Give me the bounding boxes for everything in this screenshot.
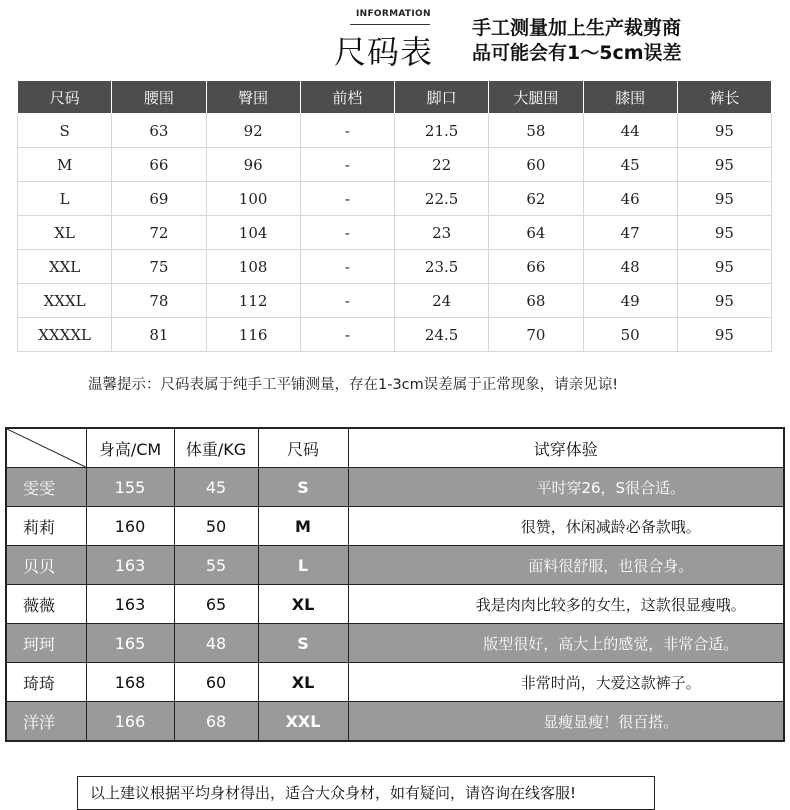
model-name: 雯雯 (6, 468, 86, 507)
table-cell: 95 (677, 284, 771, 318)
table-cell: 21.5 (395, 114, 489, 148)
column-header-front-rise: 前档 (300, 81, 394, 114)
column-header-length: 裤长 (677, 81, 771, 114)
model-experience: 面料很舒服，也很合身。 (348, 546, 784, 585)
table-cell: 81 (112, 318, 206, 352)
model-weight: 45 (174, 468, 258, 507)
model-height: 163 (86, 585, 174, 624)
model-experience: 版型很好，高大上的感觉，非常合适。 (348, 624, 784, 663)
column-header-knee: 膝围 (583, 81, 677, 114)
table-row (18, 148, 772, 182)
table-cell: 45 (583, 148, 677, 182)
table-row (6, 663, 784, 702)
model-weight: 55 (174, 546, 258, 585)
model-height: 163 (86, 546, 174, 585)
table-cell: 104 (206, 216, 300, 250)
table-cell: 72 (112, 216, 206, 250)
table-cell: - (300, 250, 394, 284)
model-weight: 68 (174, 702, 258, 742)
information-underline (350, 24, 430, 25)
table-cell: 66 (112, 148, 206, 182)
table-cell: 108 (206, 250, 300, 284)
note-line-1: 手工测量加上生产裁剪商 (472, 17, 682, 39)
table-cell: 116 (206, 318, 300, 352)
table-cell: 24.5 (395, 318, 489, 352)
table-cell: 96 (206, 148, 300, 182)
table-cell: 22.5 (395, 182, 489, 216)
table-row (18, 114, 772, 148)
table-cell: M (18, 148, 112, 182)
table-cell: 68 (489, 284, 583, 318)
table-row (6, 507, 784, 546)
table-cell: S (18, 114, 112, 148)
model-height: 168 (86, 663, 174, 702)
model-name: 薇薇 (6, 585, 86, 624)
table-cell: 95 (677, 114, 771, 148)
measurement-tip: 温馨提示：尺码表属于纯手工平铺测量，存在1-3cm误差属于正常现象，请亲见谅! (88, 377, 619, 393)
header (0, 0, 790, 78)
table-cell: 48 (583, 250, 677, 284)
model-name: 琦琦 (6, 663, 86, 702)
table-cell: 62 (489, 182, 583, 216)
table-cell: 95 (677, 148, 771, 182)
table-row (6, 468, 784, 507)
table-row (18, 250, 772, 284)
table-row (6, 546, 784, 585)
diagonal-line-icon (7, 429, 86, 467)
model-size: S (258, 624, 348, 663)
model-height: 160 (86, 507, 174, 546)
column-header-height: 身高/CM (86, 428, 174, 468)
table-cell: 70 (489, 318, 583, 352)
model-height: 166 (86, 702, 174, 742)
model-weight: 50 (174, 507, 258, 546)
model-size: XXL (258, 702, 348, 742)
table-cell: XL (18, 216, 112, 250)
table-cell: - (300, 318, 394, 352)
table-row (6, 624, 784, 663)
table-row (18, 318, 772, 352)
model-weight: 65 (174, 585, 258, 624)
footer-note: 以上建议根据平均身材得出，适合大众身材，如有疑问，请咨询在线客服! (77, 776, 655, 810)
table-cell: - (300, 284, 394, 318)
table-cell: 22 (395, 148, 489, 182)
model-experience: 平时穿26，S很合适。 (348, 468, 784, 507)
model-weight: 60 (174, 663, 258, 702)
column-header-size: 尺码 (18, 81, 112, 114)
table-cell: 24 (395, 284, 489, 318)
page-title: 尺码表 (334, 33, 434, 71)
table-cell: 69 (112, 182, 206, 216)
table-row (6, 585, 784, 624)
table-cell: 112 (206, 284, 300, 318)
table-cell: 64 (489, 216, 583, 250)
column-header-experience: 试穿体验 (348, 428, 784, 468)
table-row (18, 284, 772, 318)
model-size: S (258, 468, 348, 507)
table-cell: XXXL (18, 284, 112, 318)
table-cell: 63 (112, 114, 206, 148)
size-chart-table (17, 80, 772, 352)
column-header-waist: 腰围 (112, 81, 206, 114)
table-row (18, 216, 772, 250)
table-cell: 23.5 (395, 250, 489, 284)
model-name: 莉莉 (6, 507, 86, 546)
table-cell: 47 (583, 216, 677, 250)
model-experience: 很赞，休闲减龄必备款哦。 (348, 507, 784, 546)
table-cell: 60 (489, 148, 583, 182)
table-cell: 23 (395, 216, 489, 250)
note-line-2: 品可能会有1～5cm误差 (472, 42, 682, 64)
column-header-leg-opening: 脚口 (395, 81, 489, 114)
size-chart-header-row (18, 81, 772, 114)
model-name: 珂珂 (6, 624, 86, 663)
table-cell: 92 (206, 114, 300, 148)
model-experience: 非常时尚，大爱这款裤子。 (348, 663, 784, 702)
model-experience: 我是肉肉比较多的女生，这款很显瘦哦。 (348, 585, 784, 624)
table-cell: - (300, 182, 394, 216)
table-cell: 95 (677, 250, 771, 284)
model-size: XL (258, 663, 348, 702)
information-label: INFORMATION (356, 9, 431, 19)
column-header-thigh: 大腿围 (489, 81, 583, 114)
table-cell: - (300, 114, 394, 148)
table-cell: - (300, 148, 394, 182)
table-cell: XXXXL (18, 318, 112, 352)
table-cell: 95 (677, 216, 771, 250)
model-size: XL (258, 585, 348, 624)
column-header-weight: 体重/KG (174, 428, 258, 468)
column-header-size: 尺码 (258, 428, 348, 468)
model-experience: 显瘦显瘦！很百搭。 (348, 702, 784, 742)
model-size: L (258, 546, 348, 585)
fit-table-header-row (6, 428, 784, 468)
table-cell: 66 (489, 250, 583, 284)
table-cell: 49 (583, 284, 677, 318)
table-cell: 95 (677, 182, 771, 216)
model-weight: 48 (174, 624, 258, 663)
table-cell: 50 (583, 318, 677, 352)
diagonal-corner-cell (6, 428, 86, 468)
table-cell: 44 (583, 114, 677, 148)
table-cell: L (18, 182, 112, 216)
table-row (6, 702, 784, 742)
table-cell: - (300, 216, 394, 250)
column-header-hip: 臀围 (206, 81, 300, 114)
table-cell: 78 (112, 284, 206, 318)
model-height: 155 (86, 468, 174, 507)
table-cell: 100 (206, 182, 300, 216)
model-name: 洋洋 (6, 702, 86, 742)
table-cell: XXL (18, 250, 112, 284)
table-cell: 46 (583, 182, 677, 216)
table-cell: 75 (112, 250, 206, 284)
table-row (18, 182, 772, 216)
table-cell: 95 (677, 318, 771, 352)
model-name: 贝贝 (6, 546, 86, 585)
fit-experience-table (5, 427, 785, 742)
model-size: M (258, 507, 348, 546)
table-cell: 58 (489, 114, 583, 148)
model-height: 165 (86, 624, 174, 663)
measurement-error-note (472, 16, 682, 66)
